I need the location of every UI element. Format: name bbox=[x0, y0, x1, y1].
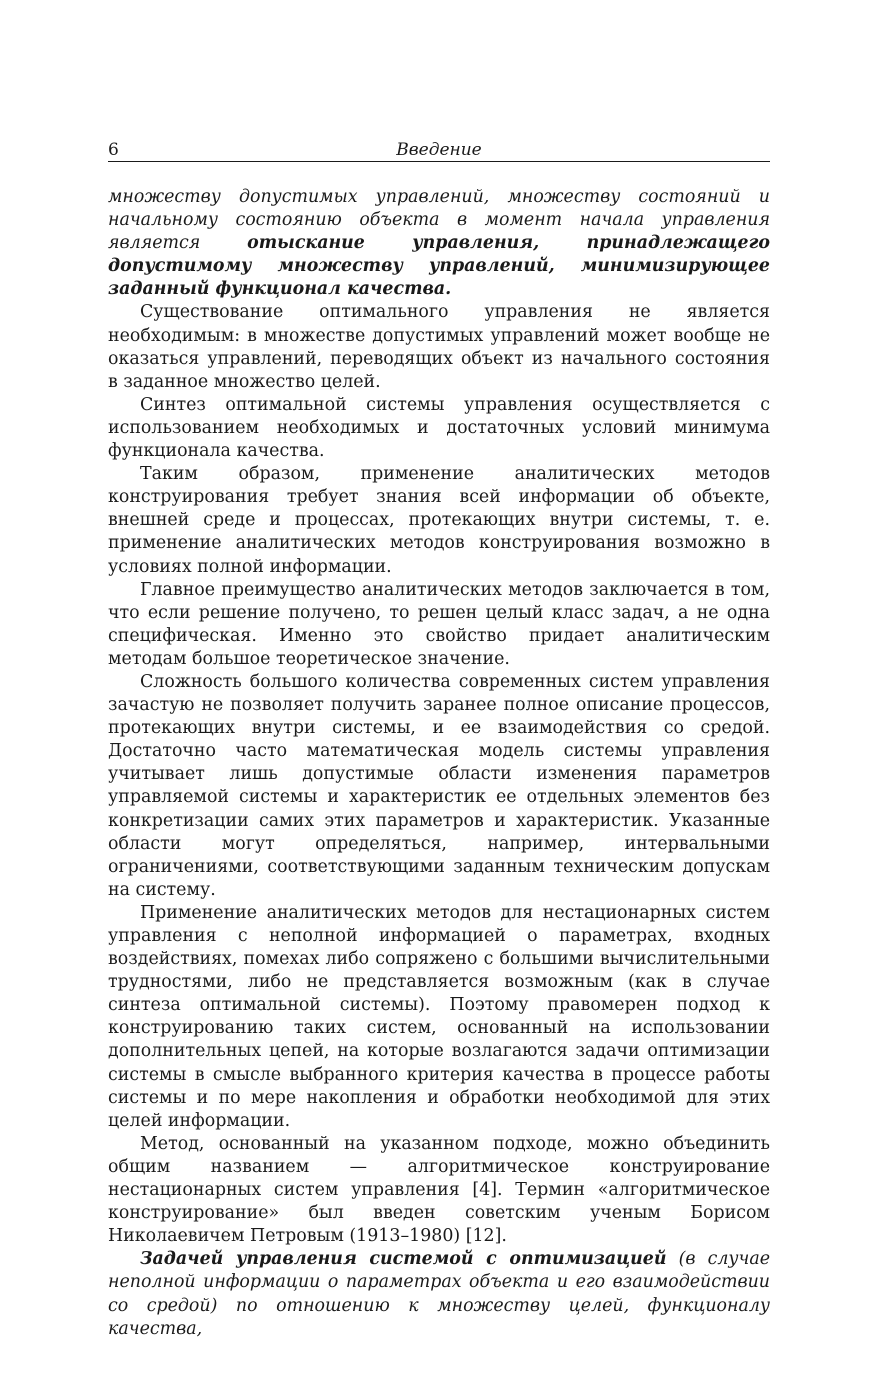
body-text bbox=[108, 186, 770, 1341]
definition-bold-text: отыскание управления, принадлежащего допустимому множеству управлений, минимизирующее заданный функционал качества. bbox=[108, 233, 770, 300]
running-header bbox=[108, 139, 770, 162]
paragraph: Существование оптимального управления не является необходимым: в множестве допустимых управлений может вообще не оказаться управлений, переводящих объект из начального состояния в заданное множество целей. bbox=[108, 302, 770, 392]
definition-italic-text: множеству допустимых управлений, множеству состояний и начальному состоянию объекта в момент начала управления является bbox=[108, 187, 770, 254]
definition-term: Задачей управления системой с оптимизацией bbox=[140, 1249, 667, 1270]
paragraph: Синтез оптимальной системы управления осуществляется с использованием необходимых и достаточных условий минимума функционала качества. bbox=[108, 394, 770, 462]
paragraph: Метод, основанный на указанном подходе, можно объединить общим названием — алгоритмическое конструирование нестационарных систем управления [4]. Термин «алгоритмическое конструирование» был введен советским ученым Борисом Николаевичем Петровым (1913–1980) [12]. bbox=[108, 1133, 770, 1247]
paragraph-continued-definition bbox=[108, 186, 770, 301]
paragraph: Применение аналитических методов для нестационарных систем управления с неполной информацией о параметрах, входных воздействиях, помехах либо сопряжено с большими вычислительными трудностями, либо не представляется возможным (как в случае синтеза оптимальной системы). Поэтому правомерен подход к конструированию таких систем, основанный на использовании дополнительных цепей, на которые возлагаются задачи оптимизации системы в смысле выбранного критерия качества в процессе работы системы и по мере накопления и обработки необходимой для этих целей информации. bbox=[108, 902, 770, 1131]
paragraph: Главное преимущество аналитических методов заключается в том, что если решение получено, то решен целый класс задач, а не одна специфическая. Именно это свойство придает аналитическим методам большое теоретическое значение. bbox=[108, 579, 770, 669]
chapter-title: Введение bbox=[396, 140, 482, 160]
paragraph-definition bbox=[108, 1248, 770, 1340]
book-page bbox=[108, 139, 770, 1341]
paragraph: Сложность большого количества современных систем управления зачастую не позволяет получить заранее полное описание процессов, протекающих внутри системы, и ее взаимодействия со средой. Достаточно часто математическая модель системы управления учитывает лишь допустимые области изменения параметров управляемой системы и характеристик ее отдельных элементов без конкретизации самих этих параметров и характеристик. Указанные области могут определяться, например, интервальными ограничениями, соответствующими заданным техническим допускам на систему. bbox=[108, 671, 770, 900]
definition-italic-text: (в случае неполной информации о параметрах объекта и его взаимодействии со средой) по отношению к множеству целей, функционалу качества, bbox=[108, 1249, 770, 1339]
paragraph: Таким образом, применение аналитических методов конструирования требует знания всей информации об объекте, внешней среде и процессах, протекающих внутри системы, т. е. применение аналитических методов конструирования возможно в условиях полной информации. bbox=[108, 464, 770, 577]
page-number: 6 bbox=[108, 140, 119, 160]
